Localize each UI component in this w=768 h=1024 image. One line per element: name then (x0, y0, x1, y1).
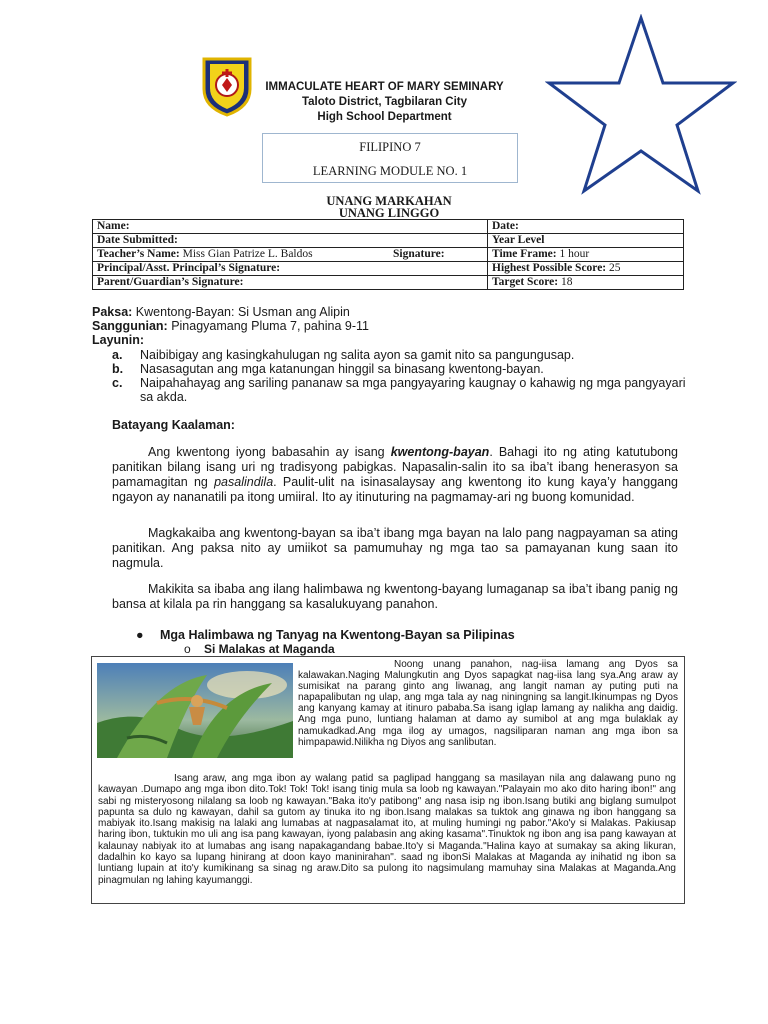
sanggunian-line (92, 319, 369, 333)
story-title: Si Malakas at Maganda (204, 642, 335, 656)
objective-marker: c. (112, 376, 123, 390)
quarter-label: UNANG MARKAHAN (326, 194, 452, 208)
bullet-icon: ● (136, 628, 144, 642)
circle-bullet-icon: o (184, 642, 191, 656)
school-address: Taloto District, Tagbilaran City (301, 96, 468, 108)
highest-score-label: Highest Possible Score: (492, 262, 607, 274)
signature-label: Signature: (393, 248, 445, 260)
school-header (262, 80, 507, 125)
parent-signature-cell[interactable]: Parent/Guardian’s Signature: (93, 276, 488, 290)
star-icon (545, 14, 737, 196)
subject-title: FILIPINO 7 (359, 140, 421, 154)
batayang-paragraph-2 (112, 526, 678, 571)
school-seal-logo (200, 55, 254, 117)
p1-emphasis: kwentong-bayan (390, 445, 490, 459)
table-row (93, 248, 684, 262)
highest-score-value: 25 (609, 262, 621, 274)
time-frame-label: Time Frame: (492, 248, 557, 260)
paksa-value: Kwentong-Bayan: Si Usman ang Alipin (135, 305, 350, 319)
story-p1-text: Noong unang panahon, nag-iisa lamang ang Dyos sa kalawakan.Naging Malungkutin ang Dyos sapagkat nag-iisa lang sya.Ang araw ay sumisikat na parang ginto ang liwanag, ang langit naman ay puting puti na napapalibutan ng ulap, ang mga tala ay nag niningning sa langit.Ikinumpas ng Dyos ang kanyang kamay at itinuro pababa.Sa isang iglap lamang ay nalikha ang daidig. Ang mga puno, luntiang halaman at damo ay sumibol at ang mga bulaklak ay namukadkad.Ang mga ilog ay umagos, nagsiliparan naman ang mga ibon sa himpapawid.Nilikha ng Diyos ang sanlibutan. (298, 659, 678, 748)
table-row (93, 276, 684, 290)
examples-heading-text: Mga Halimbawa ng Tanyag na Kwentong-Bayan sa Pilipinas (160, 628, 515, 642)
time-frame-value: 1 hour (559, 248, 590, 260)
time-frame-cell (488, 248, 684, 262)
objective-text: Naibibigay ang kasingkahulugan ng salita ayon sa gamit nito sa pangungusap. (140, 348, 575, 362)
table-row (93, 220, 684, 234)
batayang-paragraph-3 (112, 582, 678, 612)
week-label: UNANG LINGGO (338, 206, 440, 220)
story-paragraph-1 (298, 659, 678, 748)
batayang-heading: Batayang Kaalaman: (112, 418, 235, 432)
year-level-cell[interactable]: Year Level (488, 234, 684, 248)
name-cell[interactable]: Name: (93, 220, 488, 234)
department-name: High School Department (317, 111, 452, 123)
date-submitted-cell[interactable]: Date Submitted: (93, 234, 488, 248)
teacher-value: Miss Gian Patrize L. Baldos (182, 248, 313, 260)
student-info-table (92, 219, 684, 290)
story-box (91, 656, 685, 904)
objective-marker: b. (112, 362, 124, 376)
p2-text: Magkakaiba ang kwentong-bayan sa iba’t ibang mga bayan na lalo pang nagpayaman sa ating panitikan. Ang paksa nito ay umiikot sa pamumuhay ng mga tao sa pamayanan kung saan ito nagmula. (112, 526, 678, 570)
teacher-cell[interactable] (93, 248, 488, 262)
date-cell[interactable]: Date: (488, 220, 684, 234)
school-name: IMMACULATE HEART OF MARY SEMINARY (265, 81, 504, 93)
quarter-heading (262, 195, 516, 219)
target-score-label: Target Score: (492, 276, 559, 288)
teacher-label: Teacher’s Name: (97, 248, 180, 260)
objective-text: Naipahahayag ang sariling pananaw sa mga pangyayaring kaugnay o kahawig ng mga pangyayari sa akda. (140, 376, 686, 404)
subject-box (262, 133, 518, 183)
p3-text: Makikita sa ibaba ang ilang halimbawa ng kwentong-bayang lumaganap sa iba’t ibang panig ng bansa at kilala pa rin hanggang sa kasalukuyang panahon. (112, 582, 678, 611)
target-score-value: 18 (560, 276, 573, 288)
sanggunian-value: Pinagyamang Pluma 7, pahina 9-11 (171, 319, 370, 333)
principal-signature-cell[interactable]: Principal/Asst. Principal’s Signature: (93, 262, 488, 276)
p1-italic: pasalindila (214, 475, 274, 489)
module-title: LEARNING MODULE NO. 1 (312, 164, 468, 178)
story-illustration (97, 663, 293, 758)
target-score-cell (488, 276, 684, 290)
paksa-label: Paksa: (92, 305, 133, 319)
paksa-line (92, 305, 350, 319)
table-row (93, 234, 684, 248)
batayang-paragraph-1 (112, 445, 678, 505)
p1-text-a: Ang kwentong iyong babasahin ay isang (148, 445, 391, 459)
story-p2-text: Isang araw, ang mga ibon ay walang patid sa paglipad hanggang sa masilayan nila ang dalawang puno ng kawayan .Dumapo ang mga ibon dito.Tok! Tok! Tok! isang tinig mula sa loob ng kawayan."Palayain mo ako dito haring ibon!" ang sabi ng misteryosong nilalang sa loob ng kawayan."Baka ito'y patibong" ang nasa isip ng ibon.Isang butiki ang biglang sumulpot papunta sa dulo ng kawayan, dahil sa gutom ay tinuka ito ng ibon.Isang malakas sa tuktok ang ginawa ng ibon hanggang sa mabiyak ito.Isang makisig na lalaki ang lumabas at nagpasalamat ito, at muling humingi ng pabor."Ako'y si Malakas. Pakiusap haring ibon, tuktukin mo uli ang isa pang kawayan, iyong palabasin ang aking kasama".Tinuktok ng ibon ang isa pang kawayan at kalaunay nabiyak ito at lumabas ang isang napakagandang babae.Ito'y si Maganda."Halina kayo at sumakay sa aking likuran, dadalhin ko kayo sa lupang hinirang at doon kayo maninirahan". saad ng ibonSi Malakas at Maganda ay inihatid ng ibon sa luntiang lupain at ito'y kumikinang sa sinag ng araw.Dito sa pulong ito nagsimulang mamuhay sina Malakas at Maganda.Ang pinagmulan ng lahing kayumanggi. (98, 773, 676, 886)
table-row (93, 262, 684, 276)
objective-text: Nasasagutan ang mga katanungan hinggil sa binasang kwentong-bayan. (140, 362, 544, 376)
highest-score-cell (488, 262, 684, 276)
p1-text-c: . Paulit-ulit na isinasalaysay ang kwentong ito kung kaya’y hanggang ngayon ay nananatili pa itong umiiral. Ito ay itinuturing na pagmamay-ari ng buong komunidad. (112, 475, 678, 504)
sanggunian-label: Sanggunian: (92, 319, 168, 333)
p1-text-b: . Bahagi ito ng ating katutubong panitikan bilang isang uri ng tradisyong pabigkas. Napasalin-salin ito sa iba’t ibang henerasyon sa pamamagitan ng (112, 445, 678, 489)
story-paragraph-2 (98, 773, 676, 886)
layunin-label: Layunin: (92, 333, 145, 347)
objective-marker: a. (112, 348, 123, 362)
